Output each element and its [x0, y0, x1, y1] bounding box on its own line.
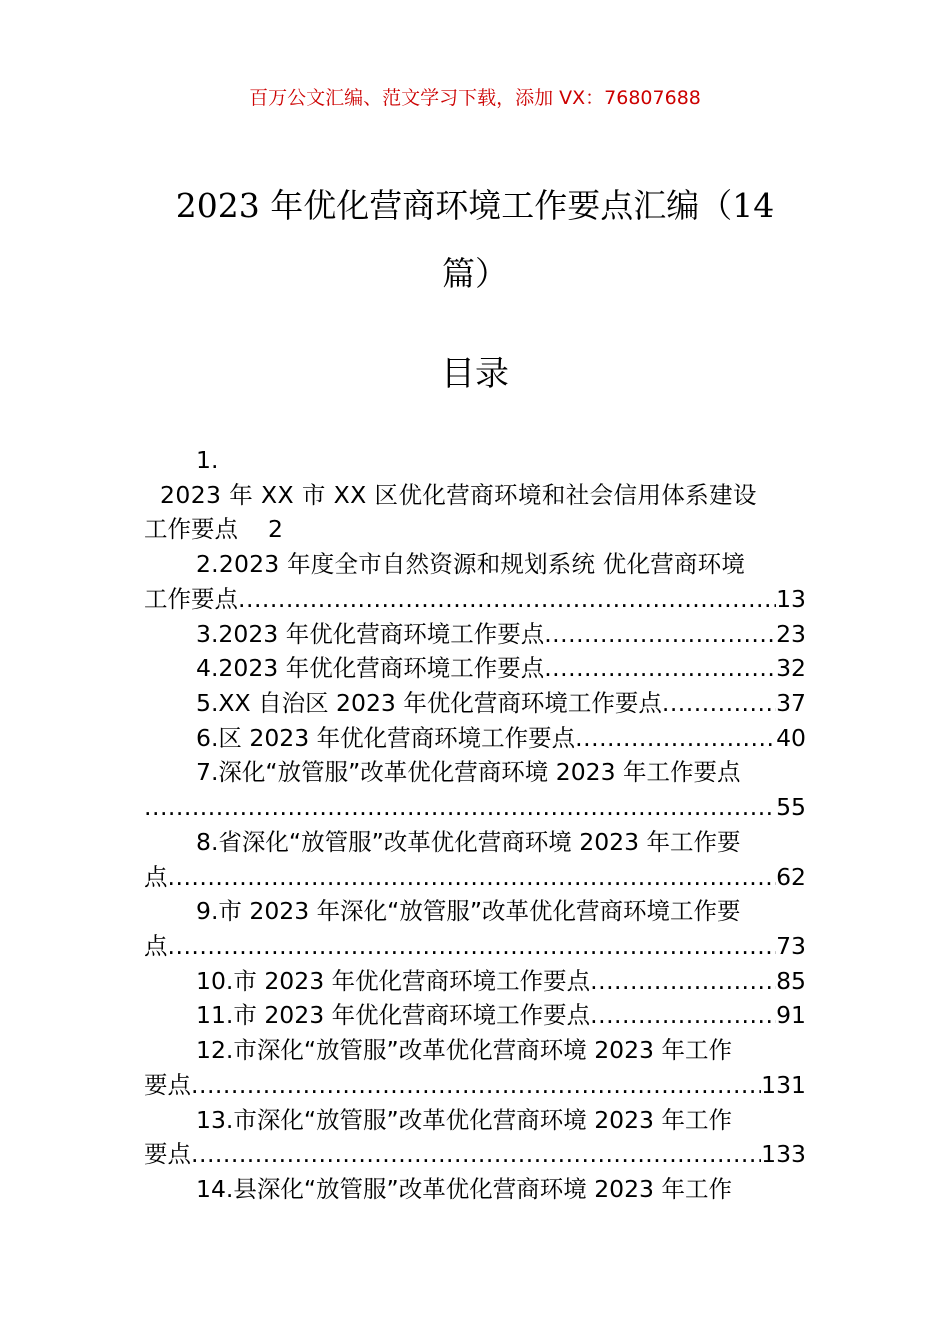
toc-item-2-tail: 工作要点: [144, 585, 238, 613]
toc-dot-leader: [662, 686, 776, 721]
toc-item-8-page: 62: [776, 863, 806, 891]
toc-item-9-title-line[interactable]: [144, 894, 806, 929]
toc-dot-leader: [590, 964, 776, 999]
toc-item-11[interactable]: [144, 998, 806, 1033]
toc-item-10-page: 85: [776, 967, 806, 995]
toc-item-4-title: 4.2023 年优化营商环境工作要点: [196, 654, 545, 682]
toc-item-10-title: 10.市 2023 年优化营商环境工作要点: [196, 967, 591, 995]
header-watermark-note: 百万公文汇编、范文学习下载，添加 VX：76807688: [249, 87, 701, 109]
toc-dot-leader: [590, 998, 776, 1033]
toc-item-2-page: 13: [776, 585, 806, 613]
toc-item-11-title: 11.市 2023 年优化营商环境工作要点: [196, 1001, 591, 1029]
toc-item-1-title-line[interactable]: [144, 478, 806, 513]
toc-item-8-tail: 点: [144, 863, 168, 891]
toc-dot-leader: [144, 790, 776, 825]
toc-item-1-number-line[interactable]: [144, 443, 806, 478]
toc-dot-leader: [168, 929, 777, 964]
toc-item-2-title-line[interactable]: [144, 547, 806, 582]
toc-item-12-tail: 要点: [144, 1071, 191, 1099]
toc-item-13-title-line[interactable]: [144, 1103, 806, 1138]
toc-item-1-number: 1.: [196, 446, 219, 474]
toc-item-14-title-line[interactable]: [144, 1172, 806, 1207]
toc-item-1-tail-line[interactable]: [144, 512, 806, 547]
toc-item-12-tail-line[interactable]: [144, 1068, 806, 1103]
toc-item-5[interactable]: [144, 686, 806, 721]
toc-item-12-title: 12.市深化“放管服”改革优化营商环境 2023 年工作: [196, 1036, 732, 1064]
toc-item-14-title: 14.县深化“放管服”改革优化营商环境 2023 年工作: [196, 1175, 732, 1203]
toc-item-7-page: 55: [776, 793, 806, 821]
toc-item-7-tail-line[interactable]: [144, 790, 806, 825]
toc-item-1-page: 2: [268, 515, 283, 543]
toc-item-13-tail-line[interactable]: [144, 1137, 806, 1172]
toc-item-11-page: 91: [776, 1001, 806, 1029]
toc-item-8-title: 8.省深化“放管服”改革优化营商环境 2023 年工作要: [196, 828, 741, 856]
toc-item-3[interactable]: [144, 617, 806, 652]
toc-item-10[interactable]: [144, 964, 806, 999]
toc-dot-leader: [575, 721, 776, 756]
toc-item-7-title: 7.深化“放管服”改革优化营商环境 2023 年工作要点: [196, 758, 741, 786]
toc-item-1-tail: 工作要点 2: [144, 515, 283, 543]
toc-item-4-page: 32: [776, 654, 806, 682]
toc-item-5-page: 37: [776, 689, 806, 717]
toc-item-4[interactable]: [144, 651, 806, 686]
toc-item-8-title-line[interactable]: [144, 825, 806, 860]
toc-item-2-title: 2.2023 年度全市自然资源和规划系统 优化营商环境: [196, 550, 746, 578]
toc-dot-leader: [544, 617, 776, 652]
toc-dot-leader: [168, 860, 777, 895]
toc-item-5-title: 5.XX 自治区 2023 年优化营商环境工作要点: [196, 689, 662, 717]
toc-item-12-page: 131: [761, 1071, 806, 1099]
toc-item-3-page: 23: [776, 620, 806, 648]
toc-item-1-title: 2023 年 XX 市 XX 区优化营商环境和社会信用体系建设: [160, 481, 757, 509]
toc-item-9-page: 73: [776, 932, 806, 960]
toc-dot-leader: [191, 1137, 761, 1172]
toc-heading: 目录: [441, 354, 509, 394]
toc-item-13-page: 133: [761, 1140, 806, 1168]
toc-item-6-title: 6.区 2023 年优化营商环境工作要点: [196, 724, 576, 752]
toc-item-2-tail-line[interactable]: [144, 582, 806, 617]
toc-item-9-tail-line[interactable]: [144, 929, 806, 964]
toc-item-9-tail: 点: [144, 932, 168, 960]
toc-item-8-tail-line[interactable]: [144, 860, 806, 895]
toc-item-3-title: 3.2023 年优化营商环境工作要点: [196, 620, 545, 648]
document-title-line-2: 篇）: [442, 254, 508, 293]
toc-dot-leader: [191, 1068, 761, 1103]
toc-item-13-tail: 要点: [144, 1140, 191, 1168]
toc-item-9-title: 9.市 2023 年深化“放管服”改革优化营商环境工作要: [196, 897, 741, 925]
toc-item-12-title-line[interactable]: [144, 1033, 806, 1068]
toc-item-13-title: 13.市深化“放管服”改革优化营商环境 2023 年工作: [196, 1106, 732, 1134]
toc-dot-leader: [544, 651, 776, 686]
toc-dot-leader: [238, 582, 776, 617]
document-title-line-1: 2023 年优化营商环境工作要点汇编（14: [175, 186, 775, 225]
toc-item-6[interactable]: [144, 721, 806, 756]
toc-item-6-page: 40: [776, 724, 806, 752]
toc-item-7-title-line[interactable]: [144, 755, 806, 790]
document-title: [155, 172, 795, 308]
